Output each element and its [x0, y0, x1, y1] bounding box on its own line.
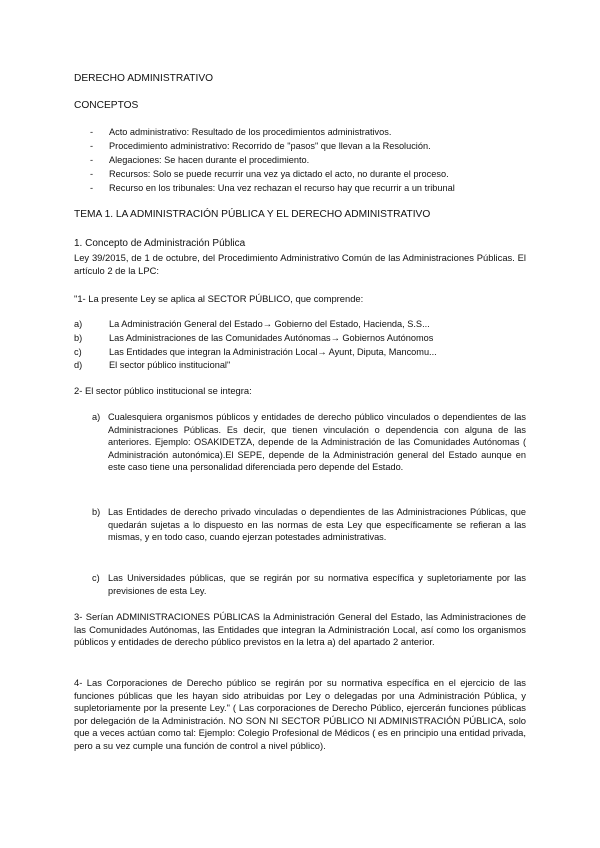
- list-item: Las Entidades que integran la Administración Local→ Ayunt, Diputa, Mancomu...: [109, 347, 437, 357]
- list-marker: a): [92, 412, 101, 422]
- point4-paragraph: 4- Las Corporaciones de Derecho público se regirán por su normativa específica en el ejercicio de las funciones públicas que les hayan sido atribuidas por Ley o delegadas por una Administración Pública, y supletoriamente por la presente Ley." ( Las corporaciones de Derecho Público, ejercerán funciones públicas por delegación de la Administración. NO SON NI SECTOR PÚBLICO NI ADMINISTRACIÓN PÚBLICA, solo que a veces actúan como tal: Ejemplo: Colegio Profesional de Médicos ( es en principio una entidad privada, pero a su vez cumple una función de control a nivel público).: [74, 677, 526, 751]
- list-item: Cualesquiera organismos públicos y entidades de derecho público vinculados o dependientes de las Administraciones Públicas. Es decir, que tienen vinculación o dependencia con alguna de las anteriores. Ejemplo: OSAKIDETZA, depende de la Administración de las Comunidades Autónomas ( Administración autonómica).El SEPE, depende de la Administración general del Estado aunque en este caso tiene una personalidad diferenciada pero depende del Estado.: [108, 412, 526, 473]
- point3-paragraph: 3- Serían ADMINISTRACIONES PÚBLICAS la Administración General del Estado, las Administraciones de las Comunidades Autónomas, las Entidades que integran la Administración Local, así como los organismos públicos y entidades de derecho público previstos en la letra a) del apartado 2 anterior.: [74, 611, 526, 648]
- section1-intro: Ley 39/2015, de 1 de octubre, del Procedimiento Administrativo Común de las Administraciones Públicas. El artículo 2 de la LPC:: [74, 252, 526, 276]
- list-marker: c): [74, 347, 82, 357]
- list-item: Acto administrativo: Resultado de los procedimientos administrativos.: [109, 127, 392, 137]
- list-bullet: -: [90, 155, 94, 165]
- list-item: Alegaciones: Se hacen durante el procedimiento.: [109, 155, 310, 165]
- list-bullet: -: [90, 183, 94, 193]
- section1-heading: 1. Concepto de Administración Pública: [74, 238, 246, 249]
- quote-intro: "1- La presente Ley se aplica al SECTOR PÚBLICO, que comprende:: [74, 293, 364, 304]
- list-marker: a): [74, 319, 83, 329]
- list-bullet: -: [90, 141, 94, 151]
- list-marker: c): [92, 573, 100, 583]
- list-item: Recurso en los tribunales: Una vez rechazan el recurso hay que recurrir a un tribunal: [109, 183, 455, 193]
- list-bullet: -: [90, 169, 94, 179]
- list-item: El sector público institucional": [109, 360, 231, 370]
- list-marker: b): [74, 333, 83, 343]
- document-title: DERECHO ADMINISTRATIVO: [74, 73, 214, 84]
- list-item: Las Administraciones de las Comunidades Autónomas→ Gobiernos Autónomos: [109, 333, 434, 343]
- list-item: Procedimiento administrativo: Recorrido de "pasos" que llevan a la Resolución.: [109, 141, 431, 151]
- list-item: Recursos: Solo se puede recurrir una vez ya dictado el acto, no durante el proceso.: [109, 169, 449, 179]
- list-item: Las Entidades de derecho privado vinculadas o dependientes de las Administraciones Públicas, que quedarán sujetas a lo dispuesto en las normas de esta Ley que específicamente se refieran a las mismas, y en todo caso, cuando ejerzan potestades administrativas.: [108, 507, 526, 543]
- list-bullet: -: [90, 127, 94, 137]
- list-marker: d): [74, 360, 83, 370]
- list-item: Las Universidades públicas, que se regirán por su normativa específica y supletoriamente por las previsiones de esta Ley.: [108, 573, 526, 596]
- tema-heading: TEMA 1. LA ADMINISTRACIÓN PÚBLICA Y EL DERECHO ADMINISTRATIVO: [74, 209, 431, 220]
- point2-heading: 2- El sector público institucional se integra:: [74, 385, 252, 396]
- list-item: La Administración General del Estado→ Gobierno del Estado, Hacienda, S.S...: [109, 319, 430, 329]
- concepts-heading: CONCEPTOS: [74, 100, 139, 111]
- list-marker: b): [92, 507, 101, 517]
